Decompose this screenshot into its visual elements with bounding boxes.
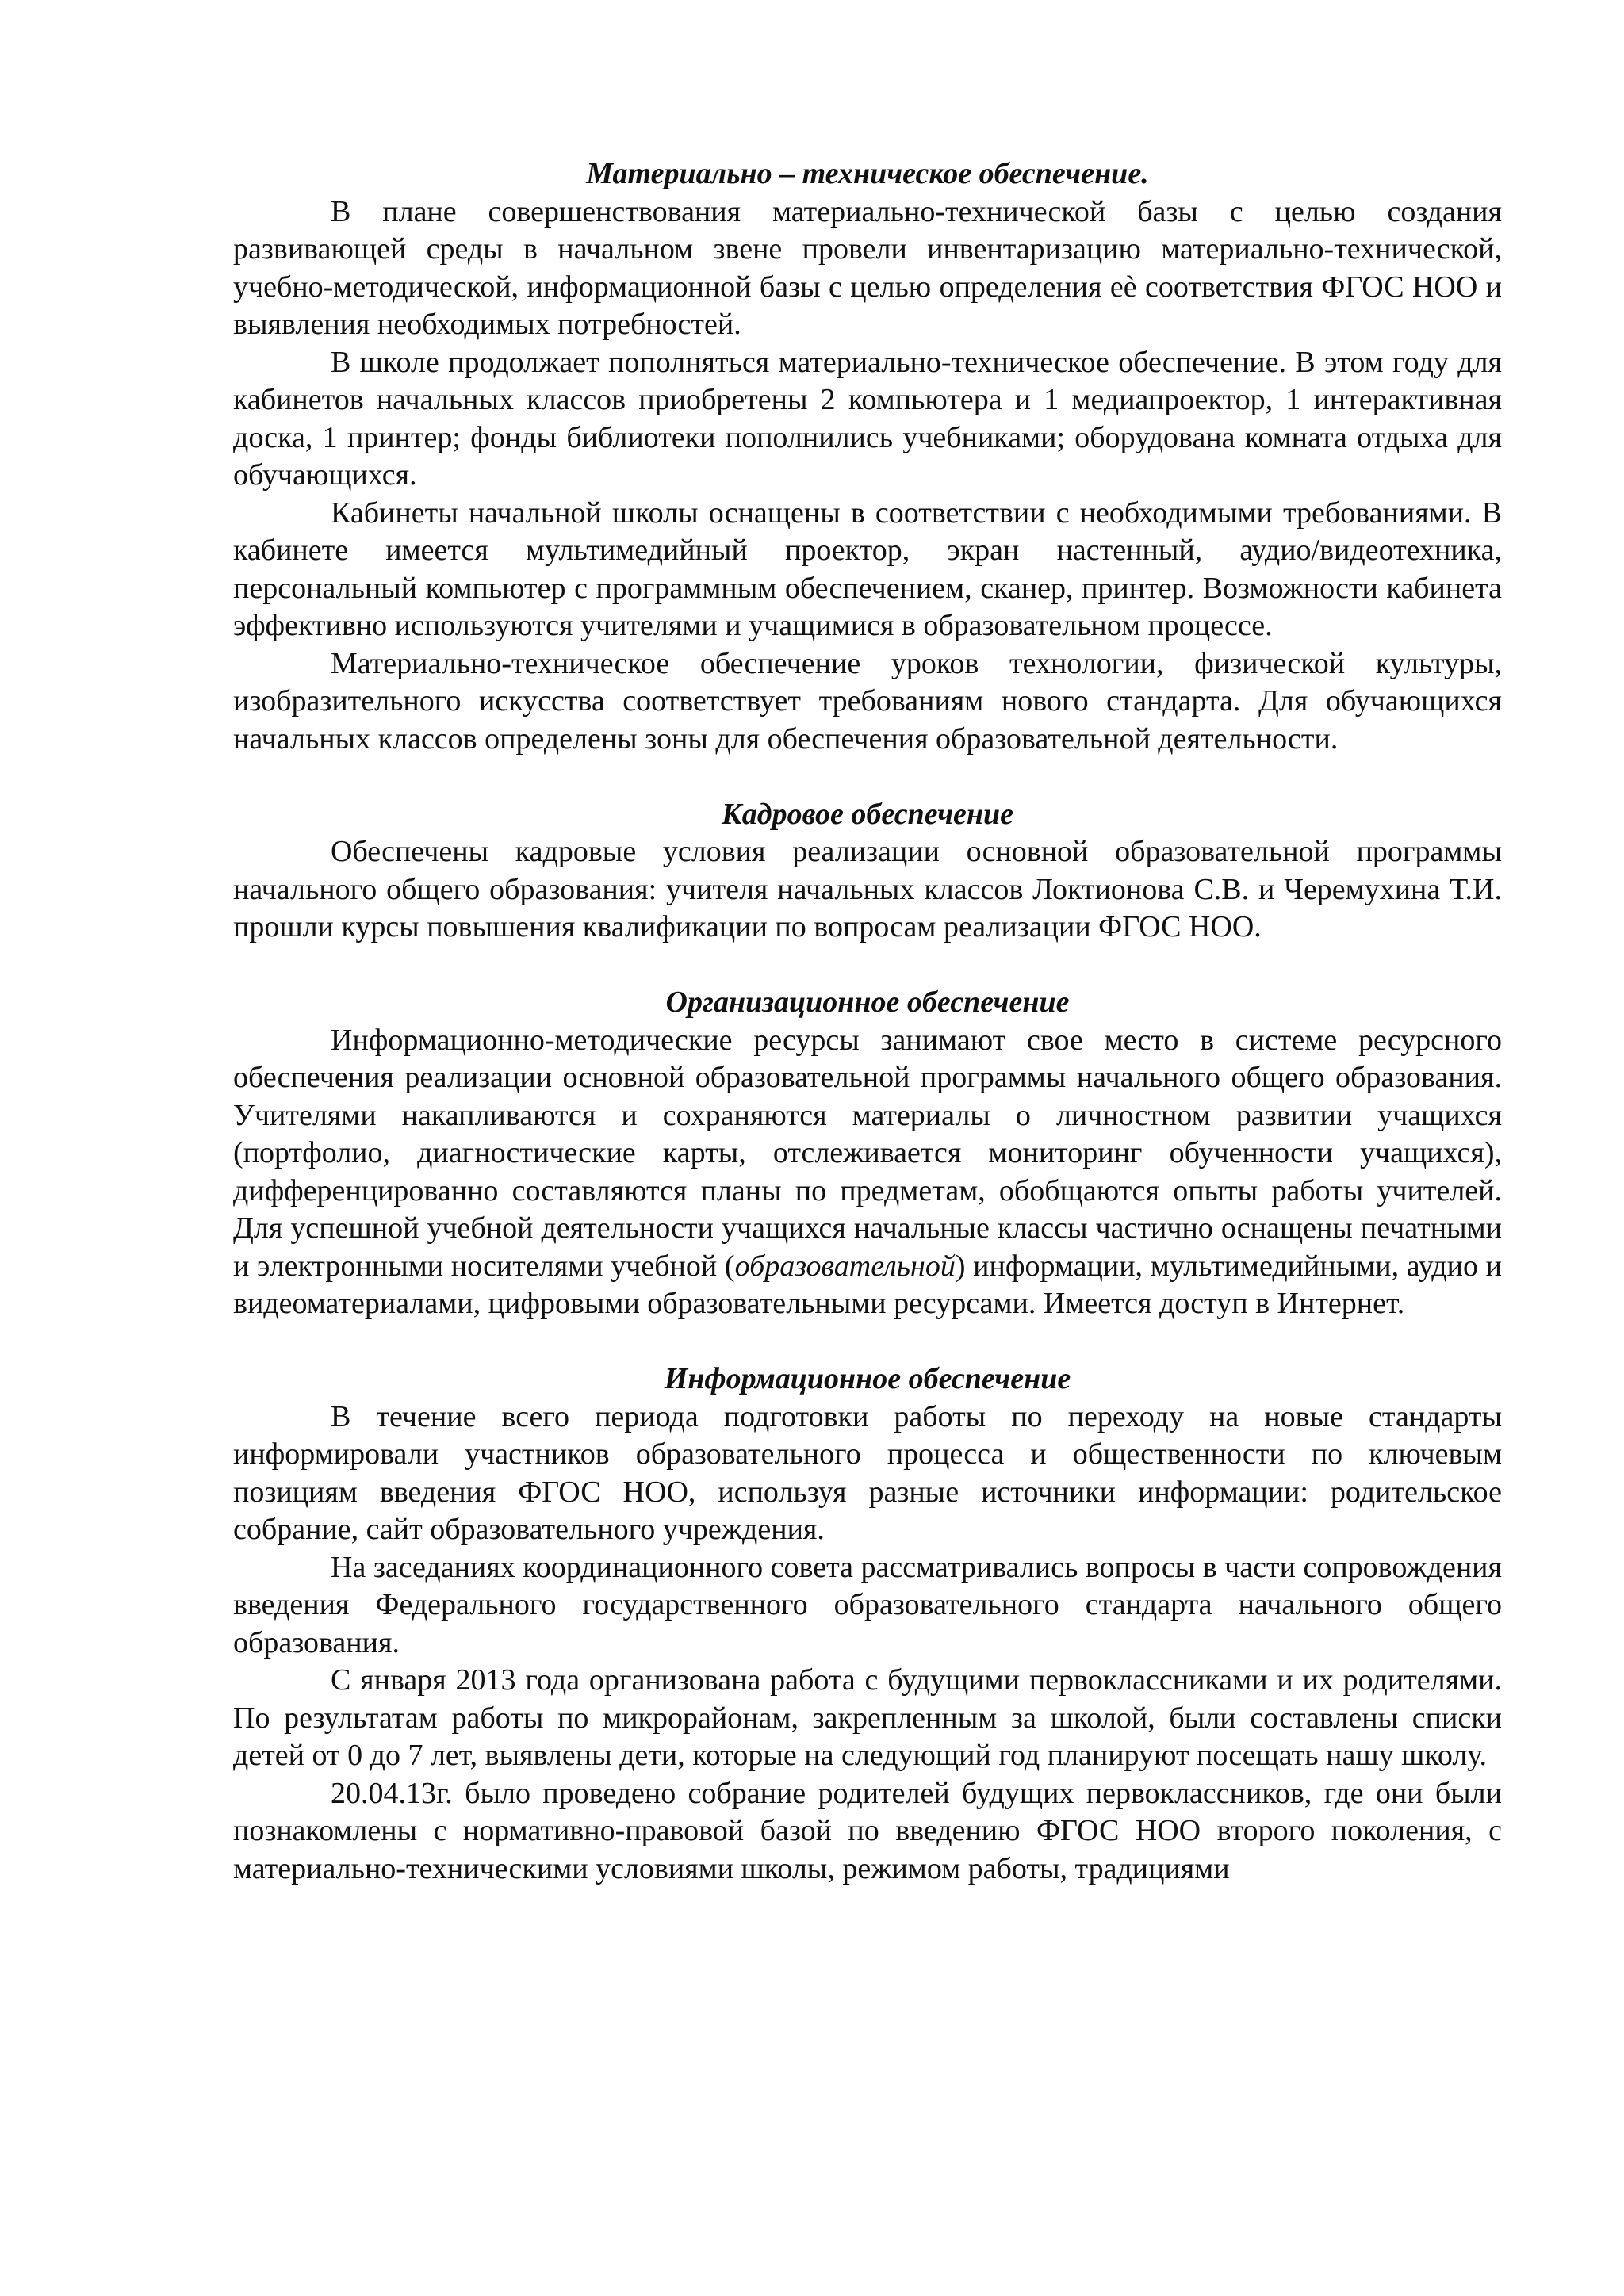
paragraph-text: Информационно-методические ресурсы занимают свое место в системе ресурсного обеспечения реализации основной образовательной программы начального общего образования. Учителями накапливаются и сохраняются материалы о личностном развитии учащихся (портфолио, диагностические карты, отслеживается мониторинг обученности учащихся), дифференцированно составляются планы по предметам, обобщаются опыты работы учителей. Для успешной учебной деятельности учащихся начальные классы частично оснащены печатными и электронными носителями учебной ( — [233, 1023, 1502, 1283]
section-heading: Кадровое обеспечение — [721, 797, 1014, 831]
section-heading: Организационное обеспечение — [665, 985, 1070, 1019]
blank-line — [233, 758, 1502, 796]
section-organizational — [233, 984, 1502, 1323]
section-staffing — [233, 796, 1502, 947]
paragraph: В течение всего периода подготовки работы по переходу на новые стандарты информировали участников образовательного процесса и общественности по ключевым позициям введения ФГОС НОО, используя разные источники информации: родительское собрание, сайт образовательного учреждения. — [233, 1399, 1502, 1546]
paragraph: Обеспечены кадровые условия реализации основной образовательной программы начального общего образования: учителя начальных классов Локтионова С.В. и Черемухина Т.И. прошли курсы повышения квалификации по вопросам реализации ФГОС НОО. — [233, 835, 1502, 943]
blank-line — [233, 1323, 1502, 1361]
paragraph: В плане совершенствования материально-технической базы с целью создания развивающей среды в начальном звене провели инвентаризацию материально-технической, учебно-методической, информационной базы с целью определения еѐ соответствия ФГОС НОО и выявления необходимых потребностей. — [233, 194, 1502, 341]
blank-line — [233, 947, 1502, 985]
document-body — [233, 155, 1502, 1888]
paragraph-emphasis: образовательной — [734, 1249, 956, 1283]
paragraph-text: ) информации, мультимедийными, аудио и видеоматериалами, цифровыми образовательными ресурсами. Имеется доступ в Интернет. — [233, 1249, 1502, 1320]
paragraph: Кабинеты начальной школы оснащены в соответствии с необходимыми требованиями. В кабинете имеется мультимедийный проектор, экран настенный, аудио/видеотехника, персональный компьютер с программным обеспечением, сканер, принтер. Возможности кабинета эффективно используются учителями и учащимися в образовательном процессе. — [233, 496, 1502, 642]
section-material-technical — [233, 155, 1502, 758]
section-heading: Информационное обеспечение — [664, 1362, 1071, 1395]
paragraph: В школе продолжает пополняться материально-техническое обеспечение. В этом году для кабинетов начальных классов приобретены 2 компьютера и 1 медиапроектор, 1 интерактивная доска, 1 принтер; фонды библиотеки пополнились учебниками; оборудована комната отдыха для обучающихся. — [233, 345, 1502, 492]
paragraph: С января 2013 года организована работа с будущими первоклассниками и их родителями. По результатам работы по микрорайонам, закрепленным за школой, были составлены списки детей от 0 до 7 лет, выявлены дети, которые на следующий год планируют посещать нашу школу. — [233, 1663, 1502, 1772]
paragraph: Материально-техническое обеспечение уроков технологии, физической культуры, изобразительного искусства соответствует требованиям нового стандарта. Для обучающихся начальных классов определены зоны для обеспечения образовательной деятельности. — [233, 646, 1502, 756]
section-heading: Материально – техническое обеспечение. — [586, 157, 1149, 190]
paragraph — [233, 1022, 1502, 1323]
section-informational — [233, 1360, 1502, 1888]
paragraph: На заседаниях координационного совета рассматривались вопросы в части сопровождения введения Федерального государственного образовательного стандарта начального общего образования. — [233, 1550, 1502, 1659]
paragraph: 20.04.13г. было проведено собрание родителей будущих первоклассников, где они были познакомлены с нормативно-правовой базой по введению ФГОС НОО второго поколения, с материально-техническими условиями школы, режимом работы, традициями — [233, 1776, 1502, 1885]
